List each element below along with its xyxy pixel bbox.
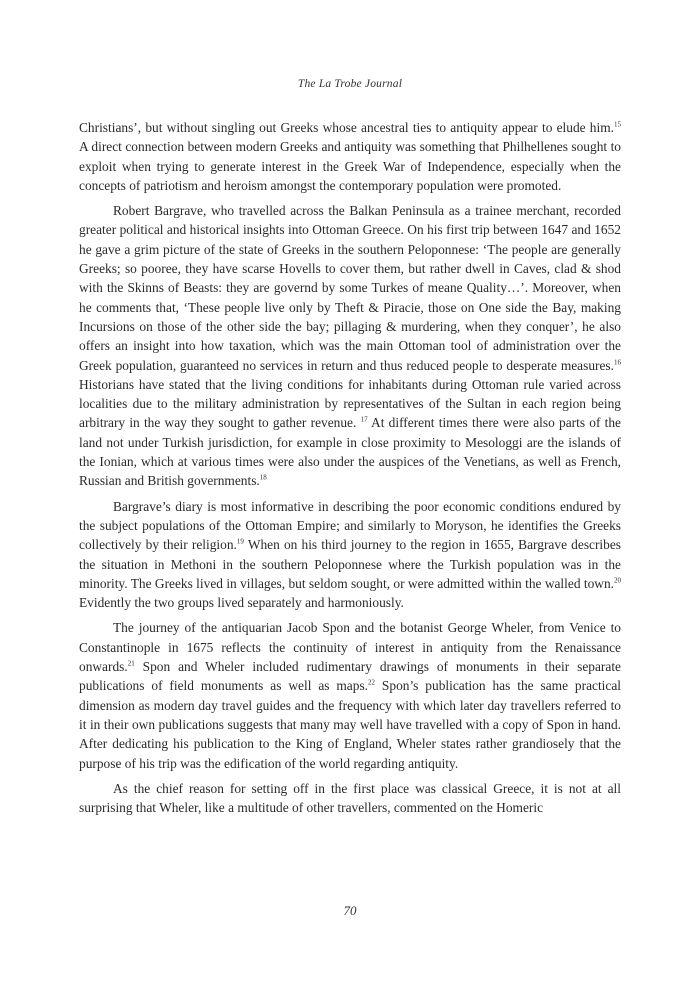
paragraph-text: At different times there were also parts of the land not under Turkish jurisdiction, for example in close proximity to Mesologgi are the islands of the Ionian, which at various times were also under the auspices of the Venetians, as well as French, Russian and British governments.: [79, 415, 621, 489]
paragraph-text: Evidently the two groups lived separately and harmoniously.: [79, 595, 404, 611]
paragraph-text: When on his third journey to the region in 1655, Bargrave describes the situation in Methoni in the southern Peloponnese where the Turkish population was in the minority. The Greeks lived in villages, but seldom sought, or were admitted within the walled town.: [79, 537, 621, 591]
article-body: [79, 118, 621, 823]
paragraph-text: As the chief reason for setting off in the first place was classical Greece, it is not at all surprising that Wheler, like a multitude of other travellers, commented on the Homeric: [79, 780, 621, 816]
footnote-marker: 17: [360, 415, 368, 424]
footnote-marker: 22: [368, 678, 376, 687]
footnote-marker: 16: [614, 358, 621, 367]
page-number: 70: [343, 903, 357, 918]
paragraph-text: Historians have stated that the living conditions for inhabitants during Ottoman rule varied across localities due to the military administration by representatives of the Sultan in each region being arbitrary in the way they sought to gather revenue.: [79, 376, 621, 431]
paragraph-text: Bargrave’s diary is most informative in describing the poor economic conditions endured by the subject populations of the Ottoman Empire; and similarly to Moryson, he identifies the Greeks collectively by their religion.: [79, 498, 621, 553]
paragraph-text: A direct connection between modern Greeks and antiquity was something that Philhellenes sought to exploit when trying to generate interest in the Greek War of Independence, especially when the concepts of patriotism and heroism amongst the contemporary population were promoted.: [79, 139, 621, 193]
paragraph-text: Spon’s publication has the same practical dimension as modern day travel guides and the frequency with which later day travellers referred to it in their own publications suggests that many may well have travelled with a copy of Spon in hand. After dedicating his publication to the King of England, Wheler states rather grandiosely that the purpose of his trip was the edification of the world regarding antiquity.: [79, 678, 622, 771]
paragraph: [79, 201, 621, 490]
footnote-marker: 18: [259, 473, 267, 482]
paragraph: [79, 497, 621, 613]
footnote-marker: 19: [236, 537, 244, 546]
footnote-marker: 21: [127, 659, 135, 668]
footnote-marker: 20: [614, 576, 621, 585]
paragraph-text: Spon and Wheler included rudimentary drawings of monuments in their separate publications of field monuments as well as maps.: [79, 659, 621, 694]
paragraph-text: The journey of the antiquarian Jacob Spon and the botanist George Wheler, from Venice to Constantinople in 1675 reflects the continuity of interest in antiquity from the Renaissance onwards.: [79, 620, 621, 675]
paragraph: [79, 779, 621, 818]
paragraph: [79, 118, 621, 195]
running-head: The La Trobe Journal: [297, 78, 403, 90]
paragraph-text: Robert Bargrave, who travelled across the Balkan Peninsula as a trainee merchant, recorded greater political and historical insights into Ottoman Greece. On his first trip between 1647 and 1652 he gave a grim picture of the state of Greeks in the southern Peloponnese: ‘The people are generally Greeks; so pooree, they have scarse Hovells to cover them, but rather dwell in Caves, clad & shod with the Skinns of Beasts: they are governd by some Turkes of meane Quality…’. Moreover, when he comments that, ‘These people live only by Theft & Piracie, those on One side the Bay, making Incursions on those of the other side the bay; pillaging & murdering, when they conquer’, he also offers an insight into how taxation, which was the main Ottoman tool of administration over the Greek population, guaranteed no services in return and thus reduced people to desperate measures.: [79, 203, 621, 373]
footnote-marker: 15: [614, 120, 621, 129]
paragraph: [79, 618, 621, 772]
paragraph-text: Christians’, but without singling out Greeks whose ancestral ties to antiquity appear to elude him.: [79, 120, 614, 135]
